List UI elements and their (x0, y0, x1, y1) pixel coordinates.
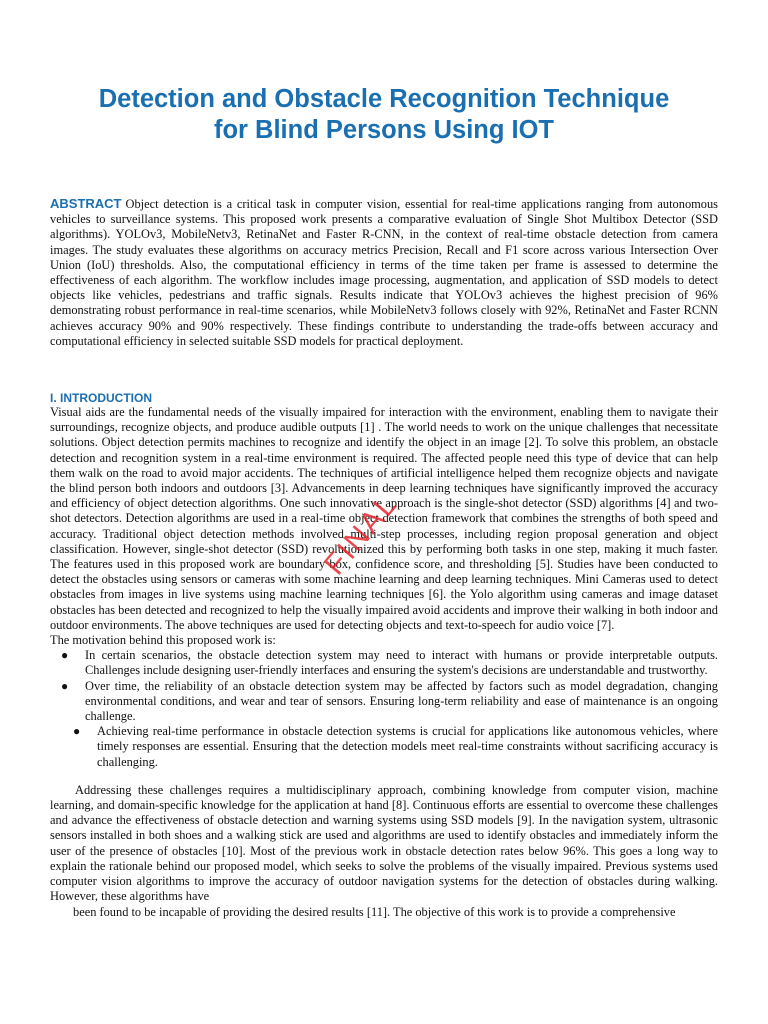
section-heading-introduction: I. INTRODUCTION (50, 391, 152, 405)
motivation-line: The motivation behind this proposed work is: (50, 633, 276, 648)
list-item-text: Achieving real-time performance in obstacle detection systems is crucial for applications like autonomous vehicles, where timely responses are essential. Ensuring that the detection models meet real-time constraints without sacrificing accuracy is challenging. (97, 724, 718, 769)
abstract (50, 196, 718, 349)
list-item-text: In certain scenarios, the obstacle detection system may need to interact with humans or provide interpretable outputs. Challenges include designing user-friendly interfaces and ensuring the system's decisions are understandable and trustworthy. (85, 648, 718, 678)
intro-paragraph-2: Addressing these challenges requires a multidisciplinary approach, combining knowledge from computer vision, machine learning, and domain-specific knowledge for the application at hand [8]. Continuous efforts are essential to overcome these challenges and advance the effectiveness of obstacle detection and warning systems using SSD models [9]. In the navigation system, ultrasonic sensors installed in both shoes and a walking stick are used and algorithms are used to identify obstacles and immediately inform the user of the presence of obstacles [10]. Most of the previous work in obstacle detection rates below 96%. This goes a long way to explain the rationale behind our proposed model, which seeks to solve the problems of the visually impaired. Previous systems used computer vision algorithms to improve the accuracy of outdoor navigation systems for the detection of obstacles during walking. However, these algorithms have (50, 782, 718, 904)
abstract-label: ABSTRACT (50, 196, 122, 211)
title-line-1: Detection and Obstacle Recognition Technique (98, 85, 670, 113)
paper-title (50, 84, 718, 146)
bullet-icon: ● (73, 724, 81, 739)
intro-paragraph-3: been found to be incapable of providing the desired results [11]. The objective of this work is to provide a comprehensive (73, 904, 676, 919)
final-watermark: FINAL (318, 487, 405, 582)
title-line-2: for Blind Persons Using IOT (213, 116, 555, 144)
abstract-text: Object detection is a critical task in computer vision, essential for real-time applications ranging from autonomous vehicles to surveillance systems. This proposed work presents a comparative evaluation of Single Shot Multibox Detector (SSD algorithms). YOLOv3, MobileNetv3, RetinaNet and Faster R-CNN, in the context of real-time obstacle detection from camera images. The study evaluates these algorithms on accuracy metrics Precision, Recall and F1 score across various Intersection Over Union (IoU) thresholds. Also, the computational efficiency in terms of the time taken per frame is assessed to determine the effectiveness of each algorithm. The workflow includes image processing, augmentation, and application of SSD models to detect objects like vehicles, pedestrians and traffic signals. Results indicate that YOLOv3 achieves the highest precision of 96% demonstrating robust performance in real-time scenarios, while MobileNetv3 follows closely with 92%, RetinaNet and Faster RCNN achieves accuracy 90% and 90% respectively. These findings contribute to understanding the trade-offs between accuracy and computational efficiency in selected suitable SSD models for practical deployment. (50, 197, 718, 348)
introduction-body (50, 405, 718, 920)
motivation-list-item (50, 724, 718, 770)
intro-paragraph-1: Visual aids are the fundamental needs of the visually impaired for interaction with the environment, enabling them to navigate their surroundings, recognize objects, and produce audible outputs [1] . The world needs to work on the unique challenges that necessitate solutions. Object detection permits machines to recognize and identify the object in an image [2]. To solve this problem, an obstacle detection and recognition system in a real-time environment is required. The affected people need this type of device that can help them walk on the road to avoid major accidents. The techniques of artificial intelligence helped them recognize objects and navigate the blind person both indoors and outdoors [3]. Advancements in deep learning techniques have significantly improved the accuracy and efficiency of object detection algorithms. One such innovative approach is the single-shot detector (SSD) algorithms [4] and two-shot detectors. Detection algorithms are used in a real-time object detection framework that combines the strengths of both speed and accuracy. Traditional object detection methods involved multi-step processes, including region proposal generation and object classification. However, single-shot detector (SSD) revolutionized this by performing both tasks in one step, making it much faster. The features used in this proposed work are boundary box, confidence score, and thresholding [5]. Studies have been conducted to detect the obstacles using sensors or cameras with some machine learning and deep learning techniques. Mini Cameras used to detect obstacles from images in live systems using machine learning techniques [6]. the Yolo algorithm using cameras and image dataset obstacles has been detected and recognized to help the visually impaired avoid accidents and improve their walking in both indoor and outdoor environments. The above techniques are used for detecting objects and text-to-speech for audio voice [7]. (50, 405, 718, 632)
bullet-icon: ● (61, 648, 69, 663)
motivation-list-item (50, 648, 718, 678)
list-item-text: Over time, the reliability of an obstacle detection system may be affected by factors such as model degradation, changing environmental conditions, and wear and tear of sensors. Ensuring long-term reliability and ease of maintenance is an ongoing challenge. (85, 678, 718, 724)
motivation-list (50, 648, 718, 770)
motivation-list-item (50, 679, 718, 725)
bullet-icon: ● (61, 678, 69, 693)
